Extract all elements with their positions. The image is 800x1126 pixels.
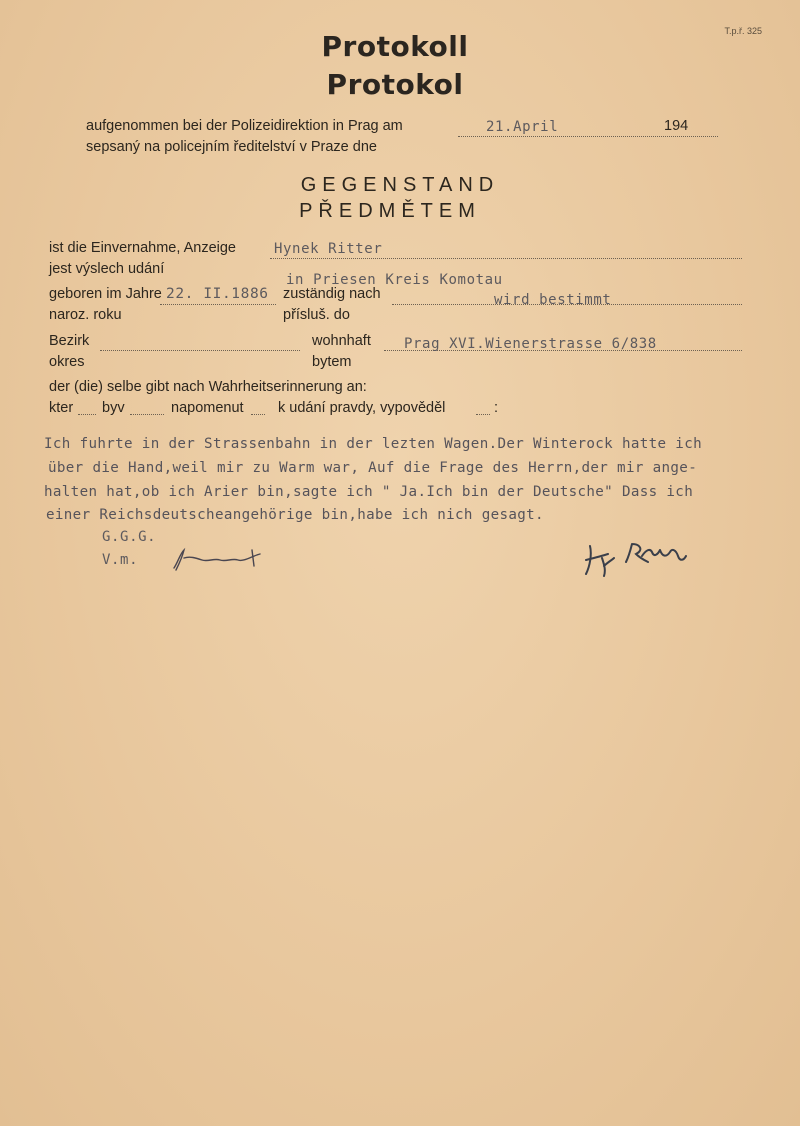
subject-czech: PŘEDMĚTEM [299,200,481,222]
statement-line: halten hat,ob ich Arier bin,sagte ich " Ja.Ich bin der Deutsche" Dass ich [44,484,694,500]
statement-line: Ich fuhrte in der Strassenbahn in der lezten Wagen.Der Winterock hatte ich [44,436,702,452]
intro-line-czech: sepsaný na policejním ředitelství v Praze dne [86,139,377,155]
statement-intro-cs-5: : [494,400,499,416]
statement-intro-cs-4: k udání pravdy, vypověděl [278,400,446,416]
subject-german: GEGENSTAND [300,174,500,196]
anzeige-value: Hynek Ritter [274,241,383,257]
anzeige-label-czech: jest výslech udání [49,261,165,277]
closing-vm: V.m. [102,552,139,568]
deponent-signature-icon [582,540,692,580]
birth-date-value: 22. II.1886 [166,286,269,302]
wohnhaft-label-czech: bytem [312,354,352,370]
intro-year: 194 [664,118,689,134]
zustandig-label-czech: přísluš. do [283,307,350,323]
statement-line: über die Hand,weil mir zu Warm war, Auf die Frage des Herrn,der mir ange- [48,460,698,476]
title-german: Protokoll [321,30,469,63]
form-code: T.p.ř. 325 [724,26,762,36]
intro-date: 21.April [486,119,559,135]
zustandig-label-german: zuständig nach [283,286,381,302]
anzeige-dotline [270,258,742,259]
title-czech: Protokol [326,68,464,101]
geboren-label-german: geboren im Jahre [49,286,162,302]
geboren-dotline [160,304,276,305]
bezirk-label-german: Bezirk [49,333,90,349]
bezirk-label-czech: okres [49,354,85,370]
statement-intro-german: der (die) selbe gibt nach Wahrheitserinnerung an: [49,379,367,395]
birthplace-value: in Priesen Kreis Komotau [286,272,503,288]
anzeige-label-german: ist die Einvernahme, Anzeige [49,240,236,256]
geboren-label-czech: naroz. roku [49,307,122,323]
closing-ggg: G.G.G. [102,529,157,545]
statement-intro-cs-2: byv [102,400,125,416]
statement-intro-cs-3: napomenut [171,400,244,416]
cs-dotline-1 [78,414,96,415]
bezirk-dotline [100,350,300,351]
cs-dotline-3 [251,414,265,415]
wohnhaft-value: Prag XVI.Wienerstrasse 6/838 [404,336,657,352]
intro-line-german: aufgenommen bei der Polizeidirektion in Prag am [86,118,403,134]
cs-dotline-2 [130,414,164,415]
cs-dotline-4 [476,414,490,415]
wohnhaft-label-german: wohnhaft [312,333,371,349]
statement-intro-cs-1: kter [49,400,74,416]
statement-line: einer Reichsdeutscheangehörige bin,habe ich nich gesagt. [46,507,544,523]
official-signature-icon [168,544,278,574]
zustandig-value: wird bestimmt [494,292,612,308]
date-dotline [458,136,718,137]
